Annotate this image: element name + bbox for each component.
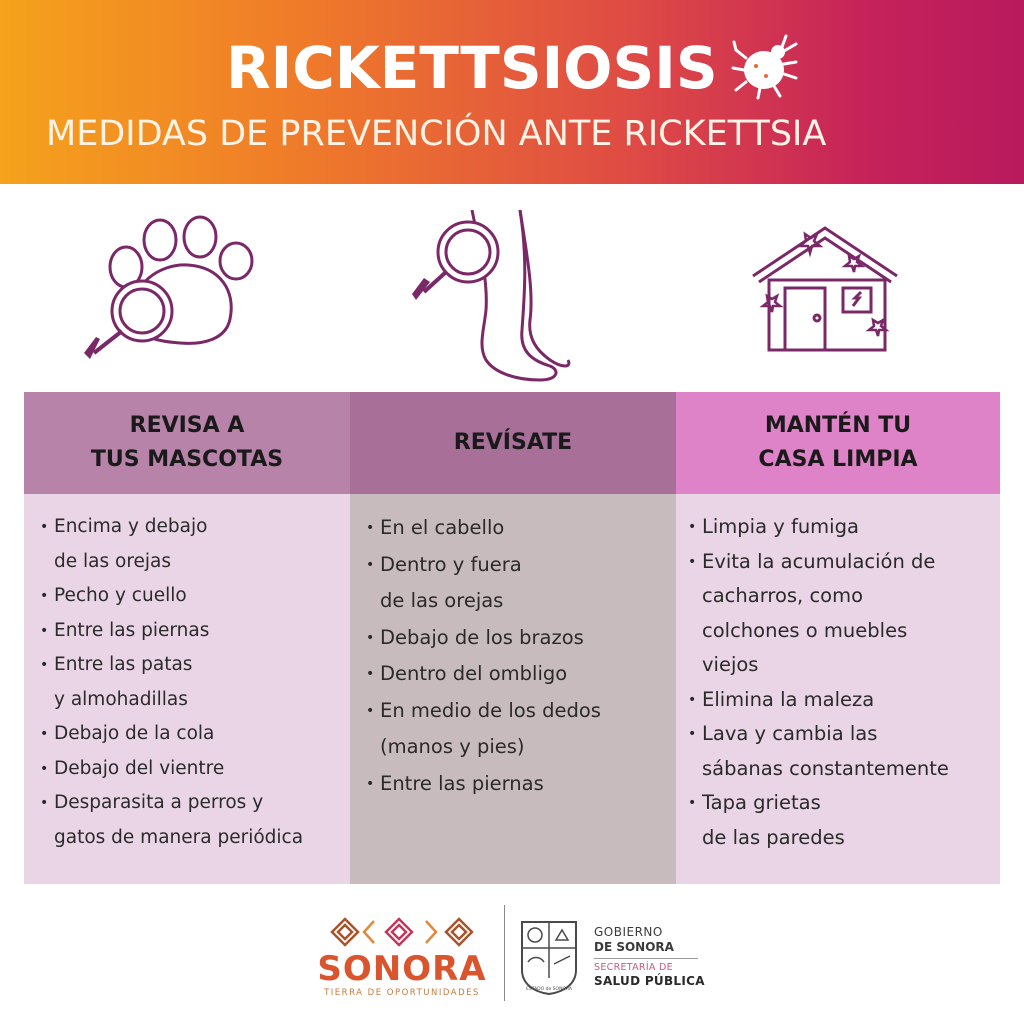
house-icon [745, 220, 905, 360]
column-heading-house-label: MANTÉN TU CASA LIMPIA [758, 413, 918, 472]
sonora-logo-pattern-icon [328, 915, 478, 949]
header-banner [0, 0, 1024, 184]
footer-divider [504, 905, 505, 1001]
footer [0, 895, 1024, 1024]
list-item: • Dentro del ombligo [366, 656, 676, 693]
list-item: • Debajo de los brazos [366, 620, 676, 657]
list-item: • Pecho y cuello [40, 579, 350, 614]
column-heading-pets-label: REVISA A TUS MASCOTAS [90, 413, 284, 472]
column-heading-pets [24, 392, 350, 494]
gov-line-2: DE SONORA [594, 940, 674, 954]
paw-magnifier-icon [80, 215, 270, 365]
list-item: • Limpia y fumiga [688, 510, 1000, 545]
tick-icon [730, 30, 802, 102]
column-body-self [350, 494, 676, 884]
sonora-logo: SONORA [317, 949, 487, 989]
house-checklist [688, 510, 1000, 855]
pets-checklist [40, 510, 350, 855]
list-item: • En el cabello [366, 510, 676, 547]
gov-line-1: GOBIERNO [594, 925, 663, 939]
sonora-tagline: TIERRA DE OPORTUNIDADES [324, 988, 480, 998]
column-body-house [676, 494, 1000, 884]
list-item: • Desparasita a perros y gatos de manera periódica [40, 786, 350, 855]
list-item: • Encima y debajo de las orejas [40, 510, 350, 579]
column-body-pets [24, 494, 350, 884]
column-heading-self-label: REVÍSATE [453, 430, 573, 455]
gov-underline [594, 958, 698, 959]
list-item: • Entre las piernas [366, 766, 676, 803]
self-checklist [366, 510, 676, 802]
list-item: • En medio de los dedos (manos y pies) [366, 693, 676, 766]
page-title: RICKETTSIOSIS [226, 34, 718, 102]
gov-line-3: SECRETARÍA DE [594, 962, 673, 973]
gov-line-4: SALUD PÚBLICA [594, 974, 705, 988]
list-item: • Debajo de la cola [40, 717, 350, 752]
leg-magnifier-icon [410, 210, 585, 385]
list-item: • Debajo del vientre [40, 752, 350, 787]
list-item: • Evita la acumulación de cacharros, como colchones o muebles viejos [688, 545, 1000, 683]
list-item: • Entre las piernas [40, 614, 350, 649]
list-item: • Elimina la maleza [688, 683, 1000, 718]
state-seal-icon [518, 918, 580, 996]
page-subtitle: MEDIDAS DE PREVENCIÓN ANTE RICKETTSIA [46, 114, 827, 154]
list-item: • Dentro y fuera de las orejas [366, 547, 676, 620]
column-heading-house [676, 392, 1000, 494]
list-item: • Entre las patas y almohadillas [40, 648, 350, 717]
seal-caption: ESTADO de SONORA [526, 987, 572, 992]
list-item: • Lava y cambia las sábanas constantemente [688, 717, 1000, 786]
list-item: • Tapa grietas de las paredes [688, 786, 1000, 855]
column-heading-self [350, 392, 676, 494]
